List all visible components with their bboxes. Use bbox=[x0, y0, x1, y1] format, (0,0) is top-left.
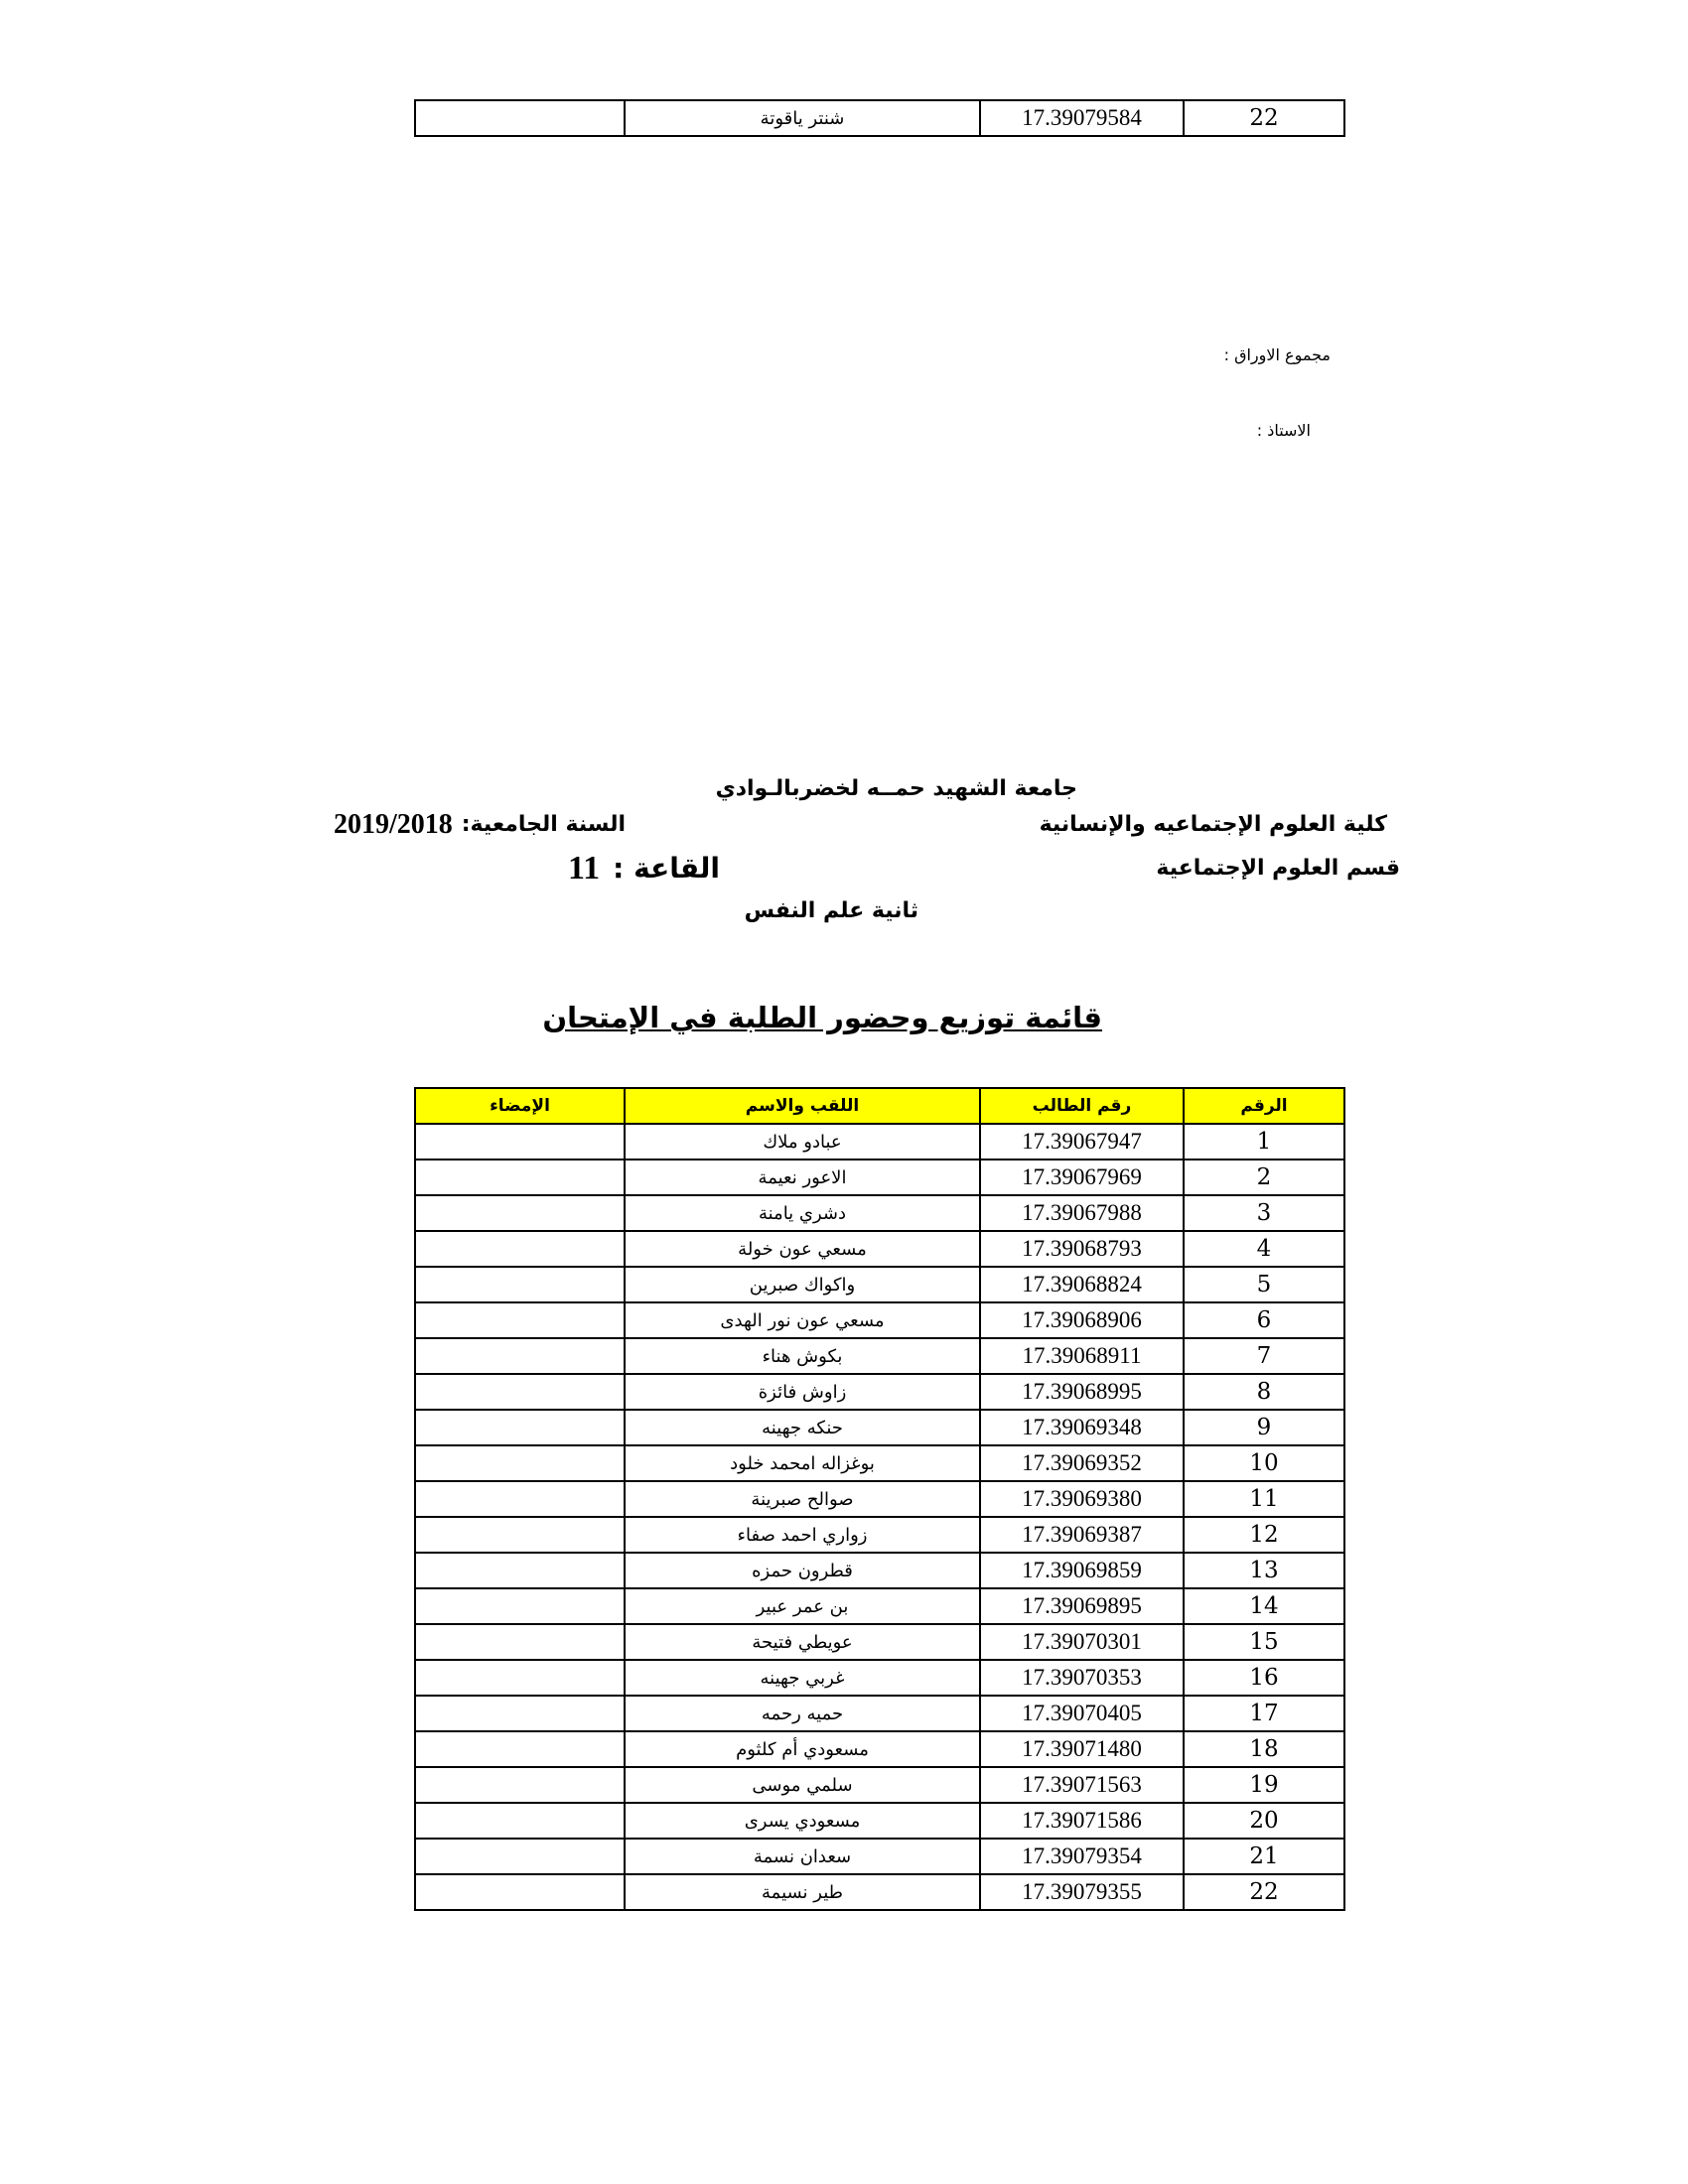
student-name: طير نسيمة bbox=[625, 1874, 980, 1910]
student-id: 17.39069859 bbox=[980, 1553, 1184, 1588]
student-name: عويطي فتيحة bbox=[625, 1624, 980, 1660]
student-name: صوالح صبرينة bbox=[625, 1481, 980, 1517]
attendance-table bbox=[414, 1087, 1345, 1911]
row-number: 21 bbox=[1184, 1839, 1344, 1874]
table-row bbox=[415, 1410, 1344, 1445]
table-row bbox=[415, 1588, 1344, 1624]
student-name: شنتر ياقوتة bbox=[625, 100, 980, 136]
page-title: قائمة توزيع وحضور الطلبة في الإمتحان bbox=[542, 1001, 1102, 1034]
table-row bbox=[415, 1374, 1344, 1410]
level-name: ثانية علم النفس bbox=[744, 898, 918, 923]
row-number: 16 bbox=[1184, 1660, 1344, 1696]
column-header-number: الرقم bbox=[1184, 1088, 1344, 1124]
row-number: 20 bbox=[1184, 1803, 1344, 1839]
row-number: 12 bbox=[1184, 1517, 1344, 1553]
row-number: 2 bbox=[1184, 1160, 1344, 1195]
table-row bbox=[415, 1302, 1344, 1338]
table-row bbox=[415, 1803, 1344, 1839]
signature-cell[interactable] bbox=[415, 1124, 625, 1160]
signature-cell[interactable] bbox=[415, 1874, 625, 1910]
student-name: مسعودي يسرى bbox=[625, 1803, 980, 1839]
column-header-name: اللقب والاسم bbox=[625, 1088, 980, 1124]
row-number: 15 bbox=[1184, 1624, 1344, 1660]
university-name: جامعة الشهيد حمــه لخضربالـوادي bbox=[715, 776, 1077, 801]
row-number: 22 bbox=[1184, 1874, 1344, 1910]
signature-cell[interactable] bbox=[415, 1445, 625, 1481]
student-id: 17.39071563 bbox=[980, 1767, 1184, 1803]
academic-year-value: 2019/2018 bbox=[334, 809, 453, 840]
student-id: 17.39067988 bbox=[980, 1195, 1184, 1231]
signature-cell[interactable] bbox=[415, 1374, 625, 1410]
signature-cell[interactable] bbox=[415, 1767, 625, 1803]
table-row bbox=[415, 1231, 1344, 1267]
student-id: 17.39071480 bbox=[980, 1731, 1184, 1767]
room-number: 11 bbox=[568, 850, 601, 887]
signature-cell[interactable] bbox=[415, 100, 625, 136]
student-name: بن عمر عبير bbox=[625, 1588, 980, 1624]
row-number: 18 bbox=[1184, 1731, 1344, 1767]
room-label: القاعة : bbox=[613, 852, 720, 885]
student-id: 17.39069387 bbox=[980, 1517, 1184, 1553]
signature-cell[interactable] bbox=[415, 1195, 625, 1231]
table-row bbox=[415, 1517, 1344, 1553]
signature-cell[interactable] bbox=[415, 1517, 625, 1553]
student-id: 17.39070353 bbox=[980, 1660, 1184, 1696]
student-id: 17.39067947 bbox=[980, 1124, 1184, 1160]
student-name: حنكه جهينه bbox=[625, 1410, 980, 1445]
signature-cell[interactable] bbox=[415, 1338, 625, 1374]
student-name: مسعودي أم كلثوم bbox=[625, 1731, 980, 1767]
table-header-row bbox=[415, 1088, 1344, 1124]
row-number: 11 bbox=[1184, 1481, 1344, 1517]
student-id: 17.39068911 bbox=[980, 1338, 1184, 1374]
student-name: غربي جهينه bbox=[625, 1660, 980, 1696]
student-id: 17.39069352 bbox=[980, 1445, 1184, 1481]
signature-cell[interactable] bbox=[415, 1839, 625, 1874]
row-number: 13 bbox=[1184, 1553, 1344, 1588]
student-name: زواري احمد صفاء bbox=[625, 1517, 980, 1553]
signature-cell[interactable] bbox=[415, 1696, 625, 1731]
row-number: 3 bbox=[1184, 1195, 1344, 1231]
signature-cell[interactable] bbox=[415, 1588, 625, 1624]
signature-cell[interactable] bbox=[415, 1267, 625, 1302]
academic-year-label: السنة الجامعية: bbox=[461, 812, 626, 837]
table-row bbox=[415, 1445, 1344, 1481]
table-row bbox=[415, 1767, 1344, 1803]
row-number: 9 bbox=[1184, 1410, 1344, 1445]
student-id: 17.39069380 bbox=[980, 1481, 1184, 1517]
row-number: 10 bbox=[1184, 1445, 1344, 1481]
row-number: 5 bbox=[1184, 1267, 1344, 1302]
student-name: بكوش هناء bbox=[625, 1338, 980, 1374]
table-row bbox=[415, 1267, 1344, 1302]
table-row bbox=[415, 1696, 1344, 1731]
row-number: 19 bbox=[1184, 1767, 1344, 1803]
student-name: عبادو ملاك bbox=[625, 1124, 980, 1160]
professor-label: الاستاذ : bbox=[1256, 421, 1311, 440]
student-id: 17.39068793 bbox=[980, 1231, 1184, 1267]
table-row bbox=[415, 1160, 1344, 1195]
table-row bbox=[415, 1195, 1344, 1231]
faculty-name: كلية العلوم الإجتماعيه والإنسانية bbox=[1039, 812, 1387, 837]
table-row bbox=[415, 1874, 1344, 1910]
department-name: قسم العلوم الإجتماعية bbox=[1156, 856, 1400, 881]
signature-cell[interactable] bbox=[415, 1803, 625, 1839]
table-row bbox=[415, 100, 1344, 136]
student-id: 17.39070405 bbox=[980, 1696, 1184, 1731]
row-number: 7 bbox=[1184, 1338, 1344, 1374]
student-id: 17.39069348 bbox=[980, 1410, 1184, 1445]
signature-cell[interactable] bbox=[415, 1231, 625, 1267]
column-header-signature: الإمضاء bbox=[415, 1088, 625, 1124]
student-name: حميه رحمه bbox=[625, 1696, 980, 1731]
signature-cell[interactable] bbox=[415, 1481, 625, 1517]
student-name: مسعي عون نور الهدى bbox=[625, 1302, 980, 1338]
student-id: 17.39068906 bbox=[980, 1302, 1184, 1338]
student-name: سعدان نسمة bbox=[625, 1839, 980, 1874]
table-row bbox=[415, 1481, 1344, 1517]
signature-cell[interactable] bbox=[415, 1731, 625, 1767]
row-number: 4 bbox=[1184, 1231, 1344, 1267]
student-name: بوغزاله امحمد خلود bbox=[625, 1445, 980, 1481]
student-name: زاوش فائزة bbox=[625, 1374, 980, 1410]
table-row bbox=[415, 1839, 1344, 1874]
student-name: قطرون حمزه bbox=[625, 1553, 980, 1588]
student-id: 17.39070301 bbox=[980, 1624, 1184, 1660]
column-header-student-id: رقم الطالب bbox=[980, 1088, 1184, 1124]
table-row bbox=[415, 1553, 1344, 1588]
row-number: 6 bbox=[1184, 1302, 1344, 1338]
student-id: 17.39079355 bbox=[980, 1874, 1184, 1910]
papers-total-label: مجموع الاوراق : bbox=[1223, 345, 1331, 364]
student-name: مسعي عون خولة bbox=[625, 1231, 980, 1267]
student-name: الاعور نعيمة bbox=[625, 1160, 980, 1195]
student-id: 17.39068824 bbox=[980, 1267, 1184, 1302]
student-id: 17.39079354 bbox=[980, 1839, 1184, 1874]
row-number: 14 bbox=[1184, 1588, 1344, 1624]
table-row bbox=[415, 1124, 1344, 1160]
signature-cell[interactable] bbox=[415, 1302, 625, 1338]
table-row bbox=[415, 1731, 1344, 1767]
row-number: 1 bbox=[1184, 1124, 1344, 1160]
signature-cell[interactable] bbox=[415, 1624, 625, 1660]
student-name: دشري يامنة bbox=[625, 1195, 980, 1231]
table-row bbox=[415, 1624, 1344, 1660]
signature-cell[interactable] bbox=[415, 1553, 625, 1588]
table-row bbox=[415, 1338, 1344, 1374]
previous-page-table bbox=[414, 99, 1345, 137]
signature-cell[interactable] bbox=[415, 1160, 625, 1195]
student-id: 17.39068995 bbox=[980, 1374, 1184, 1410]
student-id: 17.39079584 bbox=[980, 100, 1184, 136]
student-id: 17.39067969 bbox=[980, 1160, 1184, 1195]
student-id: 17.39069895 bbox=[980, 1588, 1184, 1624]
table-row bbox=[415, 1660, 1344, 1696]
attendance-table-body bbox=[415, 1124, 1344, 1910]
signature-cell[interactable] bbox=[415, 1410, 625, 1445]
student-id: 17.39071586 bbox=[980, 1803, 1184, 1839]
row-number: 8 bbox=[1184, 1374, 1344, 1410]
row-number: 17 bbox=[1184, 1696, 1344, 1731]
signature-cell[interactable] bbox=[415, 1660, 625, 1696]
student-name: واكواك صبرين bbox=[625, 1267, 980, 1302]
row-number: 22 bbox=[1184, 100, 1344, 136]
student-name: سلمي موسى bbox=[625, 1767, 980, 1803]
